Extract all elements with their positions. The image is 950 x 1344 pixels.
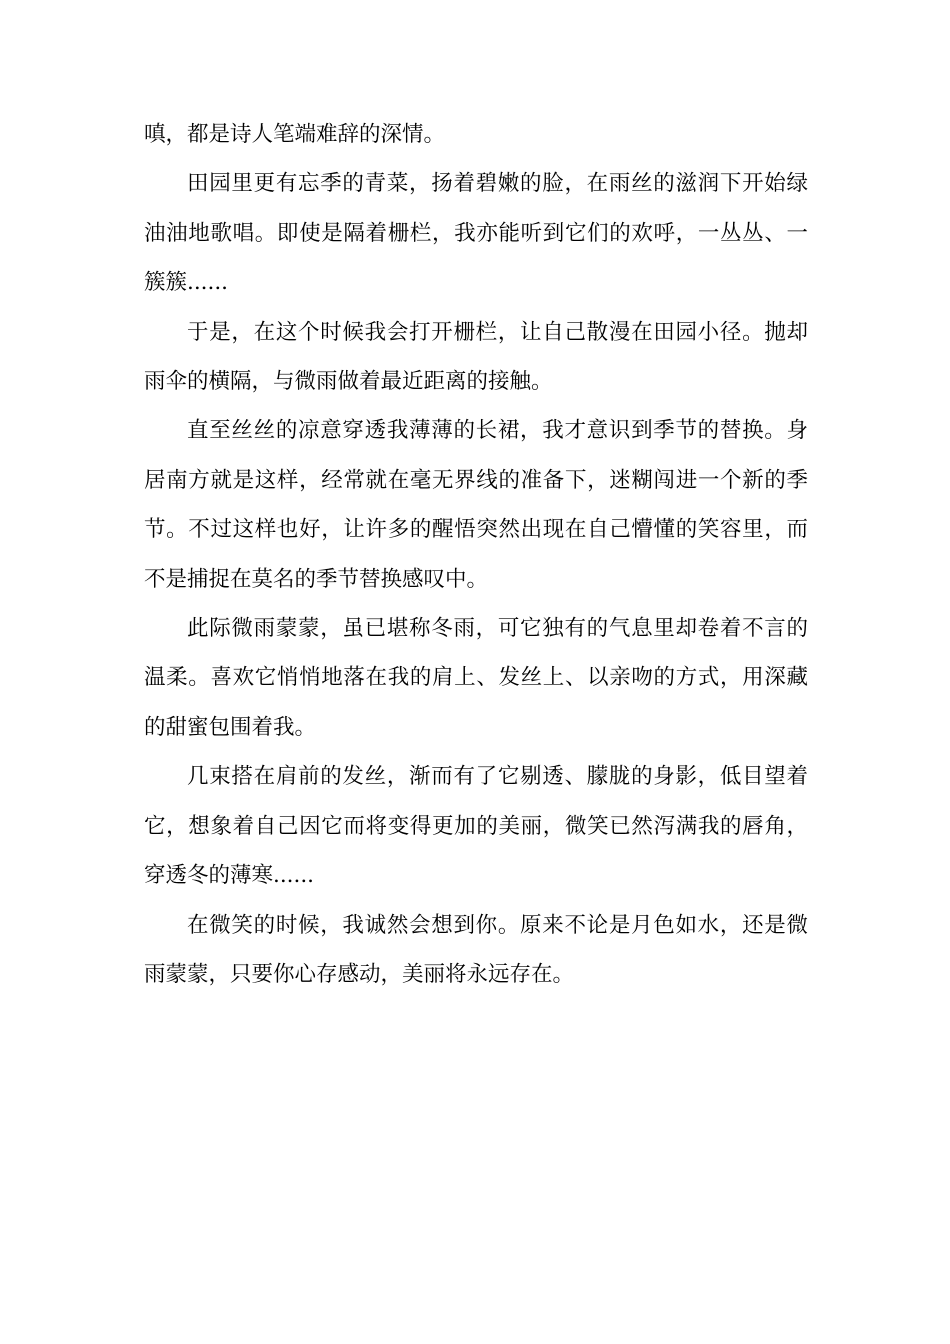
paragraph: 田园里更有忘季的青菜，扬着碧嫩的脸，在雨丝的滋润下开始绿油油地歌唱。即使是隔着栅栏，我亦能听到它们的欢呼，一丛丛、一簇簇...... — [144, 171, 808, 296]
paragraph: 直至丝丝的凉意穿透我薄薄的长裙，我才意识到季节的替换。身居南方就是这样，经常就在毫无界线的准备下，迷糊闯进一个新的季节。不过这样也好，让许多的醒悟突然出现在自己懵懂的笑容里，而不是捕捉在莫名的季节替换感叹中。 — [144, 418, 808, 592]
document-body — [144, 110, 808, 999]
paragraph: 几束搭在肩前的发丝，渐而有了它剔透、朦胧的身影，低目望着它，想象着自己因它而将变得更加的美丽，微笑已然泻满我的唇角，穿透冬的薄寒...... — [144, 764, 808, 889]
paragraph: 在微笑的时候，我诚然会想到你。原来不论是月色如水，还是微雨蒙蒙，只要你心存感动，美丽将永远存在。 — [144, 912, 808, 987]
paragraph: 于是，在这个时候我会打开栅栏，让自己散漫在田园小径。抛却雨伞的横隔，与微雨做着最近距离的接触。 — [144, 319, 808, 395]
paragraph: 此际微雨蒙蒙，虽已堪称冬雨，可它独有的气息里却卷着不言的温柔。喜欢它悄悄地落在我的肩上、发丝上、以亲吻的方式，用深藏的甜蜜包围着我。 — [144, 616, 808, 740]
paragraph-continuation: 嗔，都是诗人笔端难辞的深情。 — [144, 122, 446, 147]
